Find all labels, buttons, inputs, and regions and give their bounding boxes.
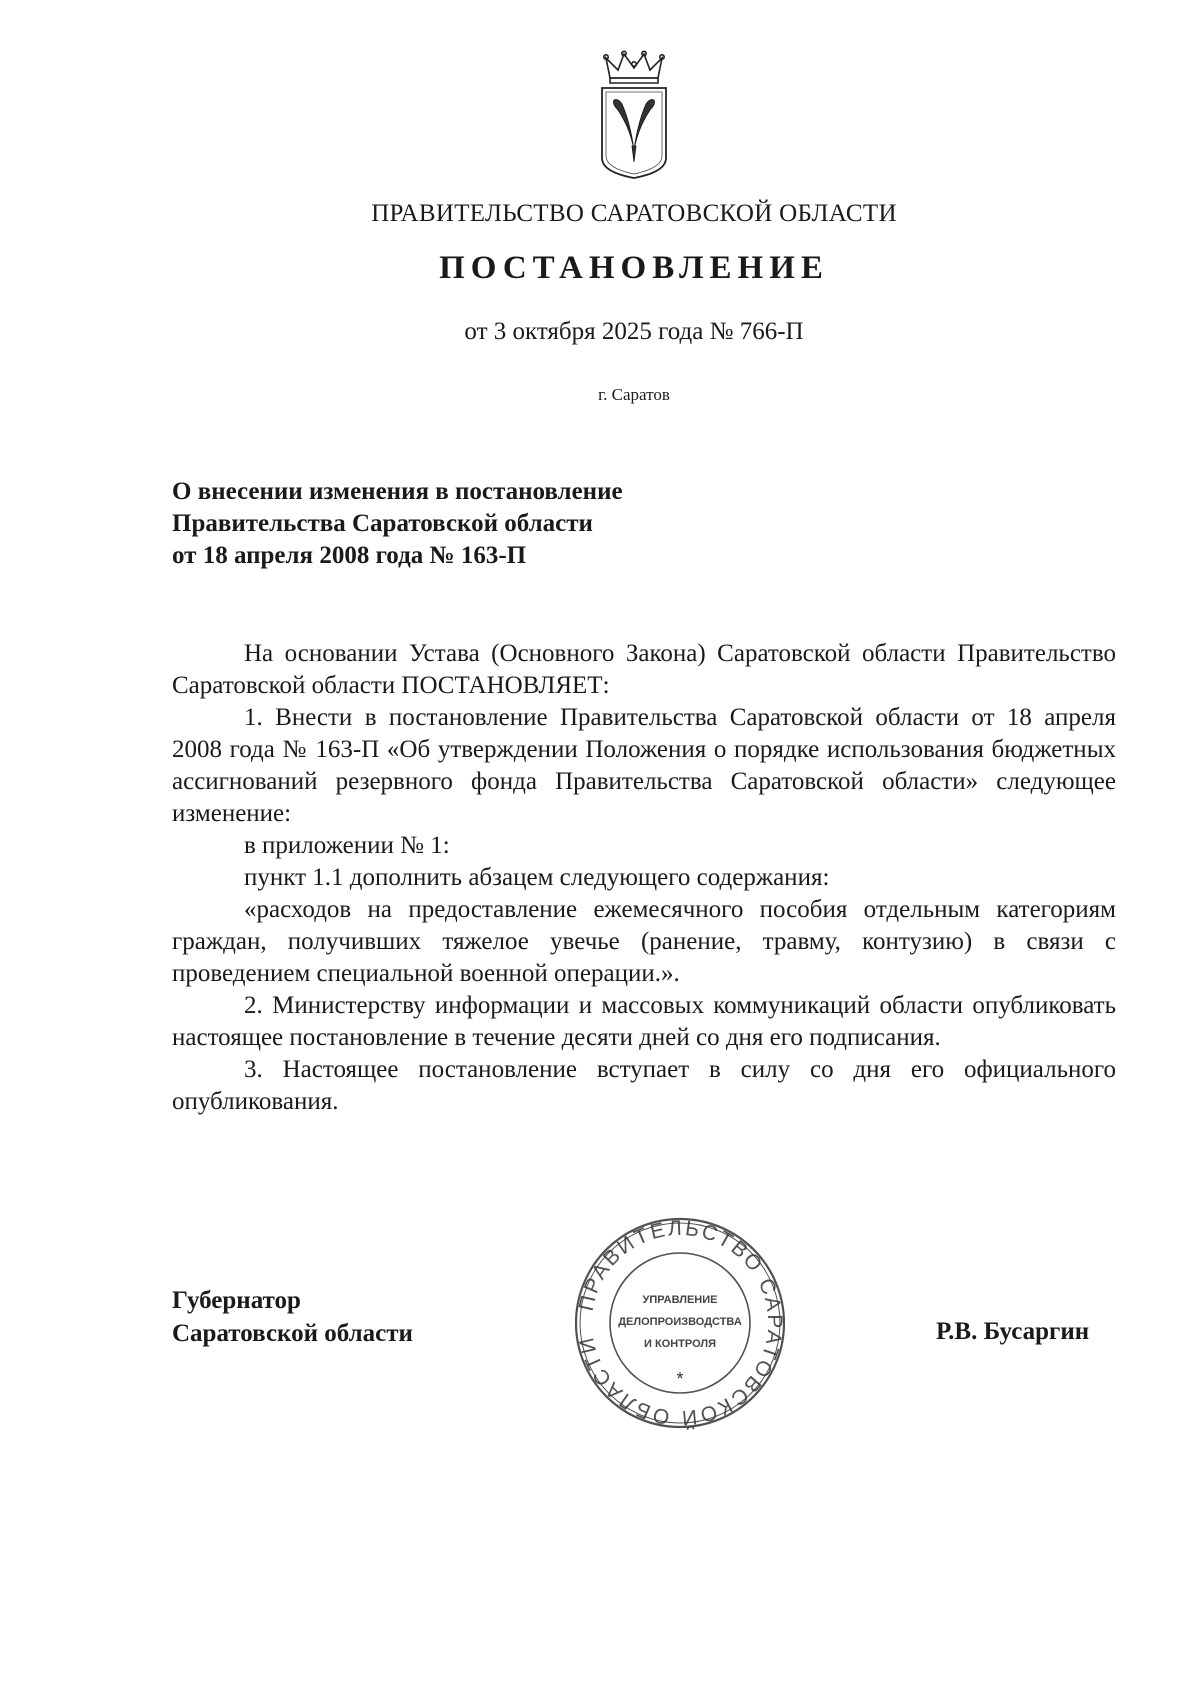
- subject-line: от 18 апреля 2008 года № 163-П: [172, 542, 527, 569]
- signatory-position-line: Губернатор: [172, 1287, 301, 1314]
- body-paragraph: в приложении № 1:: [244, 832, 450, 859]
- stamp-inner-line: И КОНТРОЛЯ: [644, 1338, 716, 1350]
- official-stamp: [572, 1215, 788, 1431]
- subject-line: О внесении изменения в постановление: [172, 478, 623, 505]
- stamp-star: *: [676, 1369, 684, 1389]
- document-subject: [172, 476, 732, 572]
- document-type: ПОСТАНОВЛЕНИЕ: [439, 250, 829, 286]
- body-paragraph: «расходов на предоставление ежемесячного пособия отдельным категориям граждан, получивших тяжелое увечье (ранение, травму, контузию) в связи с проведением специальной военной операции.».: [172, 896, 1116, 987]
- government-name: ПРАВИТЕЛЬСТВО САРАТОВСКОЙ ОБЛАСТИ: [371, 200, 897, 227]
- signatory-position-line: Саратовской области: [172, 1320, 413, 1347]
- body-paragraph: пункт 1.1 дополнить абзацем следующего содержания:: [244, 864, 830, 891]
- body-paragraph: 3. Настоящее постановление вступает в силу со дня его официального опубликования.: [172, 1056, 1116, 1115]
- body-paragraph: 2. Министерству информации и массовых коммуникаций области опубликовать настоящее постановление в течение десяти дней со дня его подписания.: [172, 992, 1116, 1051]
- signatory-name: Р.В. Бусаргин: [936, 1318, 1090, 1345]
- stamp-outer-text: ПРАВИТЕЛЬСТВО САРАТОВСКОЙ ОБЛАСТИ: [574, 1216, 787, 1430]
- document-city: г. Саратов: [598, 385, 670, 404]
- signatory-position: [172, 1284, 413, 1350]
- body-paragraph: На основании Устава (Основного Закона) Саратовской области Правительство Саратовской области ПОСТАНОВЛЯЕТ:: [172, 640, 1116, 699]
- document-body: [172, 638, 1116, 1118]
- document-date-number: от 3 октября 2025 года № 766-П: [464, 318, 804, 345]
- stamp-inner-line: УПРАВЛЕНИЕ: [642, 1294, 718, 1306]
- body-paragraph: 1. Внести в постановление Правительства Саратовской области от 18 апреля 2008 года № 163-П «Об утверждении Положения о порядке использования бюджетных ассигнований резервного фонда Правительства Саратовской области» следующее изменение:: [172, 704, 1116, 827]
- coat-of-arms-icon: [596, 50, 672, 180]
- stamp-inner-line: ДЕЛОПРОИЗВОДСТВА: [618, 1316, 742, 1328]
- subject-line: Правительства Саратовской области: [172, 510, 593, 537]
